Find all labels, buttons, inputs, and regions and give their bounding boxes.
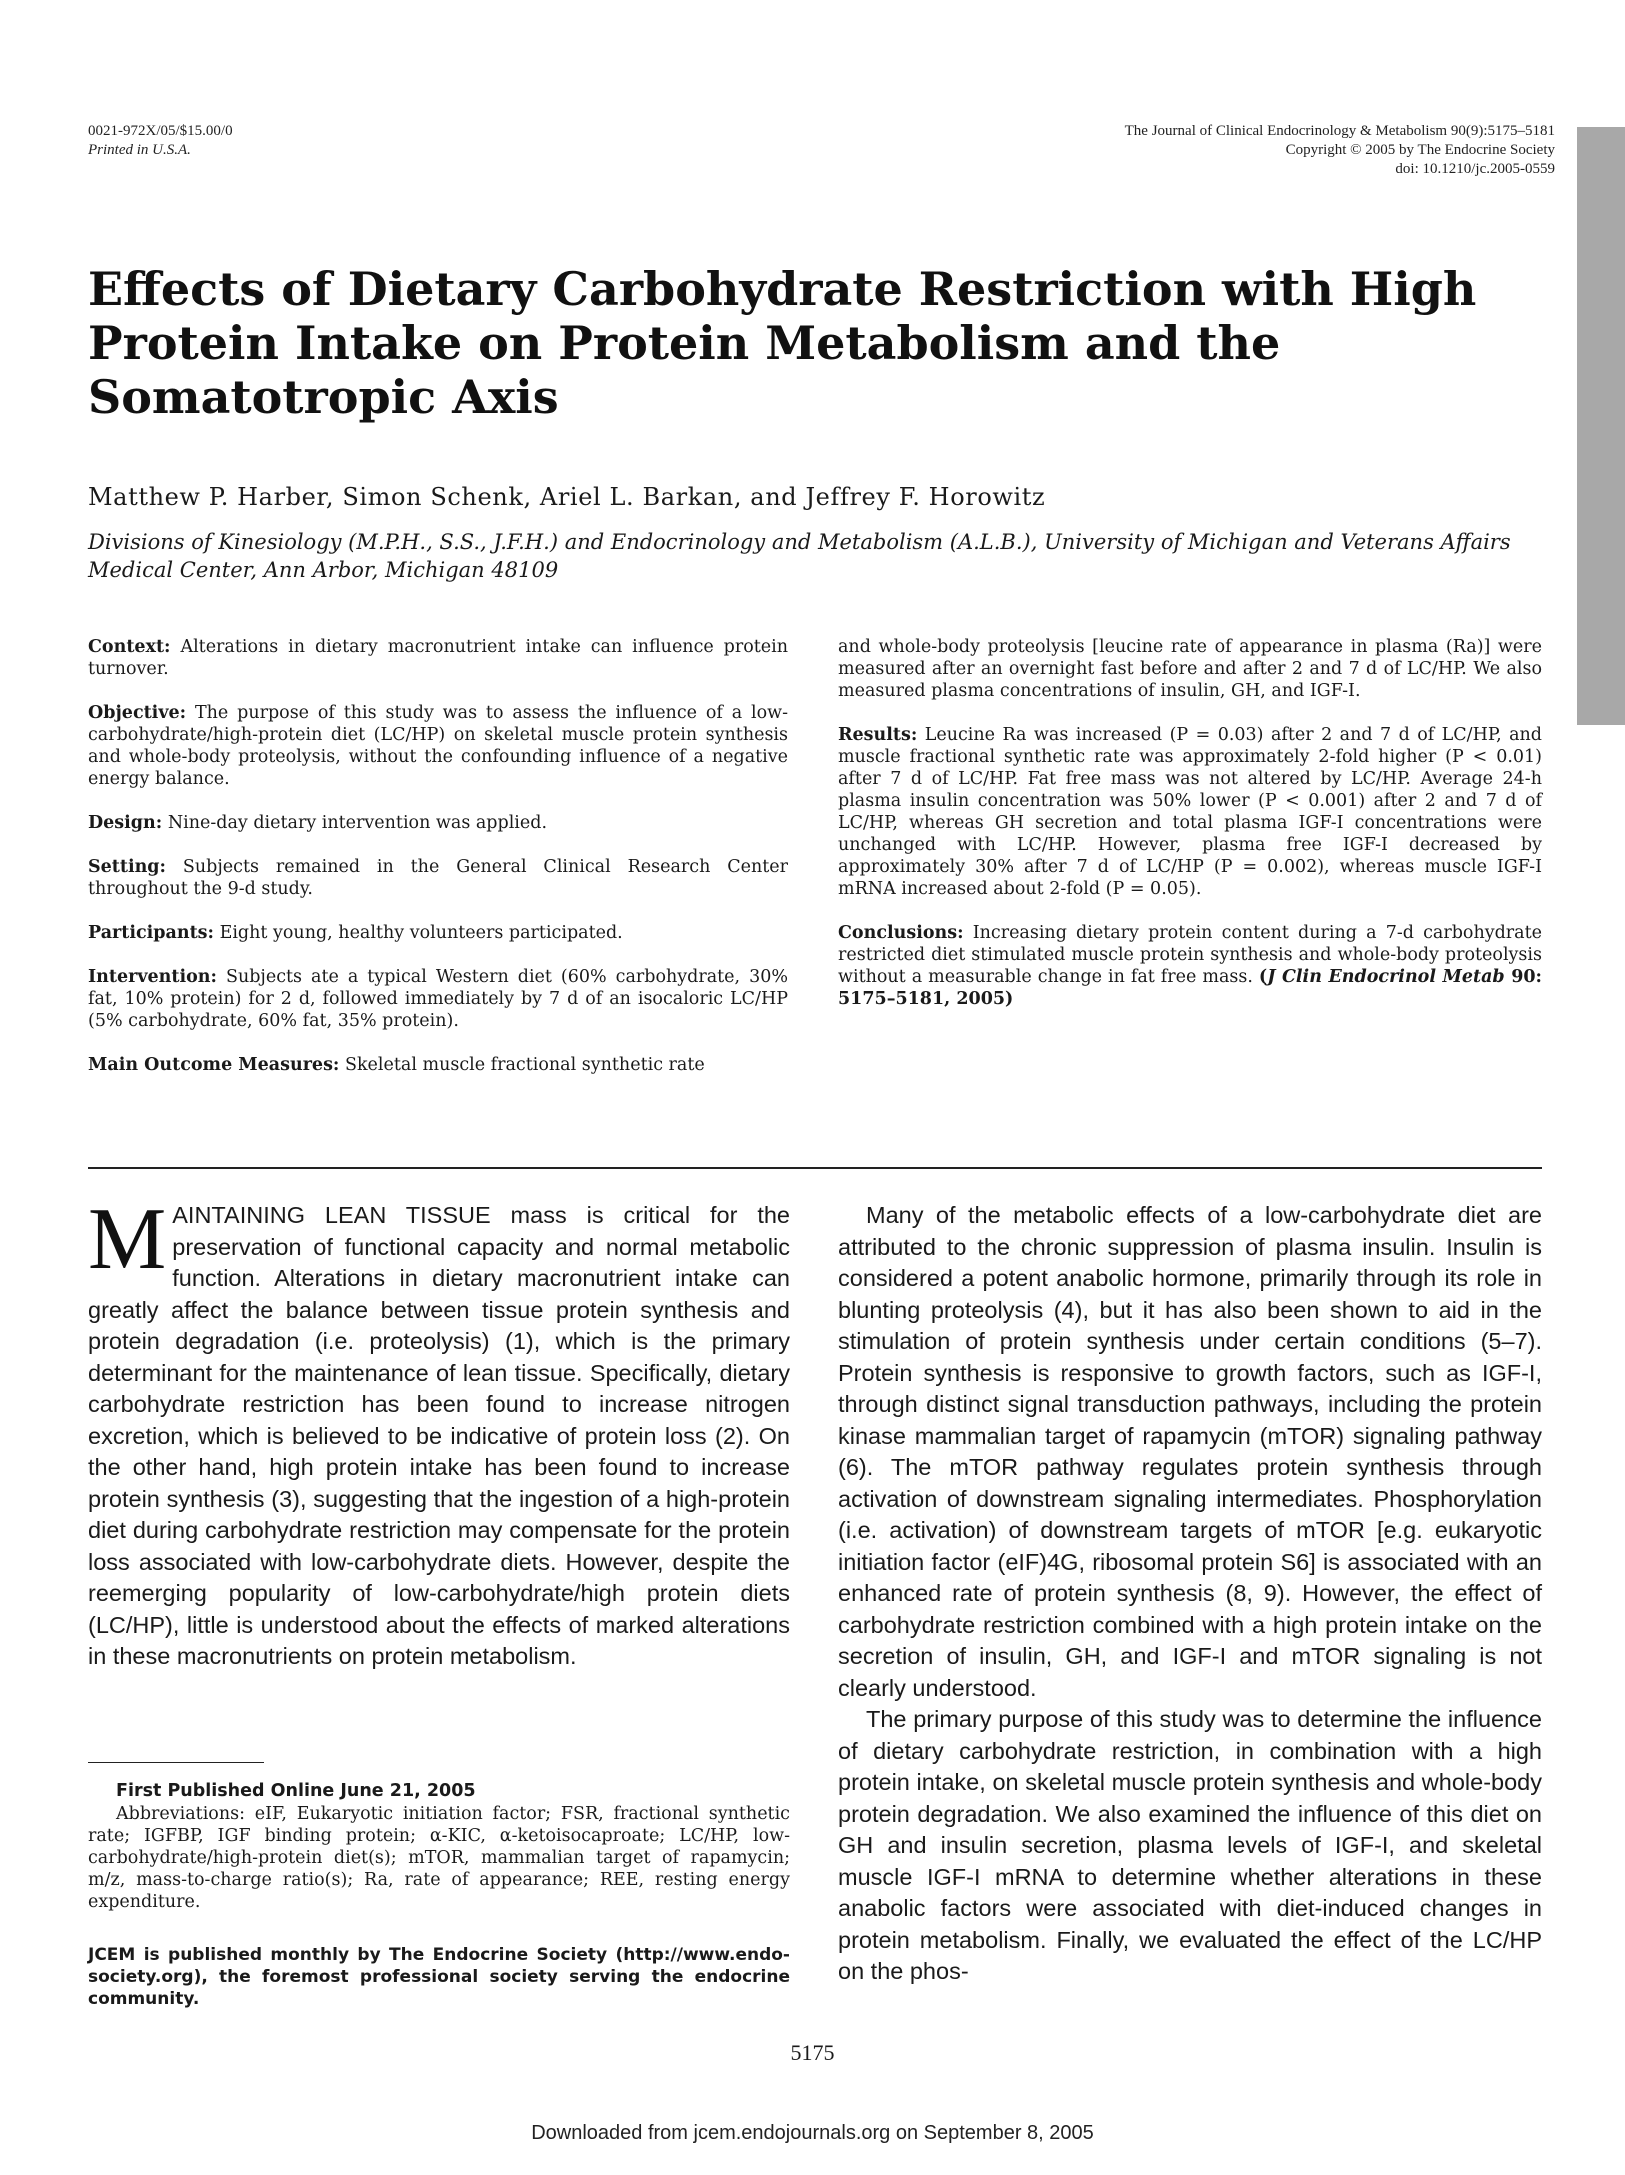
abstract-outcome: [88, 1054, 788, 1076]
doi-line: doi: 10.1210/jc.2005-0559: [1395, 161, 1555, 177]
abstract-outcome-continued: and whole-body proteolysis [leucine rate of appearance in plasma (Ra)] were measured after an overnight fast before and after 2 and 7 d of LC/HP. We also measured plasma concentrations of insulin, GH, and IGF-I.: [838, 637, 1542, 701]
conclusions-label: Conclusions:: [838, 923, 964, 943]
context-label: Context:: [88, 637, 171, 657]
intervention-label: Intervention:: [88, 967, 217, 987]
footnote-rule: [88, 1762, 264, 1763]
abstract-design: [88, 812, 788, 834]
abstract-conclusions: [838, 922, 1542, 1010]
issn-line: 0021-972X/05/$15.00/0: [88, 123, 233, 139]
design-text: Nine-day dietary intervention was applied.: [167, 813, 548, 833]
drop-cap: M: [88, 1191, 167, 1288]
results-text: Leucine Ra was increased (P = 0.03) after 2 and 7 d of LC/HP, and muscle fractional synthetic rate was approximately 2-fold higher (P < 0.01) after 7 d of LC/HP. Fat free mass was not altered by LC/HP. Average 24-h plasma insulin concentration was 50% lower (P < 0.001) after 2 and 7 d of LC/HP, whereas GH secretion and total plasma IGF-I concentrations were unchanged with LC/HP. However, plasma free IGF-I decreased by approximately 30% after 7 d of LC/HP (P = 0.002), whereas muscle IGF-I mRNA increased about 2-fold (P = 0.05).: [838, 725, 1542, 899]
participants-label: Participants:: [88, 923, 214, 943]
footnote-jcem: JCEM is published monthly by The Endocrine Society (http://www.endo-society.org), the foremost professional society serving the endocrine community.: [88, 1945, 790, 2009]
download-footer: Downloaded from jcem.endojournals.org on September 8, 2005: [531, 2122, 1094, 2144]
author-affiliation: Divisions of Kinesiology (M.P.H., S.S., J.F.H.) and Endocrinology and Metabolism (A.L.B.), University of Michigan and Veterans Affairs Medical Center, Ann Arbor, Michigan 48109: [88, 530, 1511, 582]
results-label: Results:: [838, 725, 918, 745]
abstract-setting: [88, 856, 788, 900]
objective-label: Objective:: [88, 703, 187, 723]
participants-text: Eight young, healthy volunteers participated.: [219, 923, 623, 943]
abstract-results: [838, 724, 1542, 900]
citation-open: (: [1258, 967, 1268, 987]
section-thumb-tab: [1577, 127, 1625, 725]
section-divider: [88, 1167, 1542, 1169]
setting-text: Subjects remained in the General Clinical Research Center throughout the 9-d study.: [88, 857, 788, 899]
author-list: Matthew P. Harber, Simon Schenk, Ariel L. Barkan, and Jeffrey F. Horowitz: [88, 483, 1046, 511]
copyright-line: Copyright © 2005 by The Endocrine Society: [1285, 142, 1555, 158]
running-header-right: [1125, 122, 1555, 179]
abstract-right-column: [838, 636, 1542, 1032]
footnote-published-online: First Published Online June 21, 2005: [116, 1781, 476, 1801]
outcome-text: Skeletal muscle fractional synthetic rate: [344, 1055, 705, 1075]
context-text: Alterations in dietary macronutrient intake can influence protein turnover.: [88, 637, 788, 679]
objective-text: The purpose of this study was to assess the influence of a low-carbohydrate/high-protein diet (LC/HP) on skeletal muscle protein synthesis and whole-body proteolysis, without the confounding influence of a negative energy balance.: [88, 703, 788, 789]
intervention-text: Subjects ate a typical Western diet (60% carbohydrate, 30% fat, 10% protein) for 2 d, followed immediately by 7 d of an isocaloric LC/HP (5% carbohydrate, 60% fat, 35% protein).: [88, 967, 788, 1031]
citation-rest: 90: 5175–5181, 2005): [838, 967, 1543, 1009]
abstract-intervention: [88, 966, 788, 1032]
abstract-left-column: [88, 636, 788, 1098]
intro-paragraph-1-text: AINTAINING LEAN TISSUE mass is critical for the preservation of functional capacity and normal metabolic function. Alterations in dietary macronutrient intake can greatly affect the balance between tissue protein synthesis and protein degradation (i.e. proteolysis) (1), which is the primary determinant for the maintenance of lean tissue. Specifically, dietary carbohydrate restriction has been found to increase nitrogen excretion, which is believed to be indicative of protein loss (2). On the other hand, high protein intake has been found to increase protein synthesis (3), suggesting that the ingestion of a high-protein diet during carbohydrate restriction may compensate for the protein loss associated with low-carbohydrate diets. However, despite the reemerging popularity of low-carbohydrate/high protein diets (LC/HP), little is understood about the effects of marked alterations in these macronutrients on protein metabolism.: [88, 1202, 790, 1669]
design-label: Design:: [88, 813, 163, 833]
printed-in-line: Printed in U.S.A.: [88, 142, 191, 158]
intro-paragraph-1: [88, 1191, 790, 1673]
setting-label: Setting:: [88, 857, 167, 877]
body-right-column: [838, 1200, 1542, 1988]
body-left-column: [88, 1191, 790, 1673]
conclusions-text: Increasing dietary protein content during a 7-d carbohydrate restricted diet stimulated muscle protein synthesis and whole-body proteolysis without a measurable change in fat free mass.: [838, 923, 1542, 987]
outcome-label: Main Outcome Measures:: [88, 1055, 340, 1075]
abstract-objective: [88, 702, 788, 790]
footnote-abbreviations: Abbreviations: eIF, Eukaryotic initiation factor; FSR, fractional synthetic rate; IGFBP, IGF binding protein; α-KIC, α-ketoisocaproate; LC/HP, low-carbohydrate/high-protein diet(s); mTOR, mammalian target of rapamycin; m/z, mass-to-charge ratio(s); Ra, rate of appearance; REE, resting energy expenditure.: [88, 1804, 790, 1912]
journal-citation-line: The Journal of Clinical Endocrinology & Metabolism 90(9):5175–5181: [1124, 123, 1555, 139]
abstract-context: [88, 636, 788, 680]
intro-paragraph-2: Many of the metabolic effects of a low-carbohydrate diet are attributed to the chronic suppression of plasma insulin. Insulin is considered a potent anabolic hormone, primarily through its role in blunting proteolysis (4), but it has also been shown to aid in the stimulation of protein synthesis under certain conditions (5–7). Protein synthesis is responsive to growth factors, such as IGF-I, through distinct signal transduction pathways, including the protein kinase mammalian target of rapamycin (mTOR) signaling pathway (6). The mTOR pathway regulates protein synthesis through activation of downstream signaling intermediates. Phosphorylation (i.e. activation) of downstream targets of mTOR [e.g. eukaryotic initiation factor (eIF)4G, ribosomal protein S6] is associated with an enhanced rate of protein synthesis (8, 9). However, the effect of carbohydrate restriction combined with a high protein intake on the secretion of insulin, GH, and IGF-I and mTOR signaling is not clearly understood.: [838, 1202, 1542, 1701]
citation-journal: J Clin Endocrinol Metab: [1267, 967, 1505, 987]
intro-paragraph-3: The primary purpose of this study was to determine the influence of dietary carbohydrate restriction, in combination with a high protein intake, on skeletal muscle protein synthesis and whole-body protein degradation. We also examined the influence of this diet on GH and insulin secretion, plasma levels of IGF-I, and skeletal muscle IGF-I mRNA to determine whether alterations in these anabolic factors were associated with diet-induced changes in protein metabolism. Finally, we evaluated the effect of the LC/HP on the phos-: [838, 1706, 1542, 1984]
article-title: Effects of Dietary Carbohydrate Restriction with High Protein Intake on Protein Metabolism and the Somatotropic Axis: [88, 262, 1477, 424]
page-number: 5175: [790, 2040, 835, 2065]
abstract-participants: [88, 922, 788, 944]
running-header-left: [88, 122, 233, 160]
